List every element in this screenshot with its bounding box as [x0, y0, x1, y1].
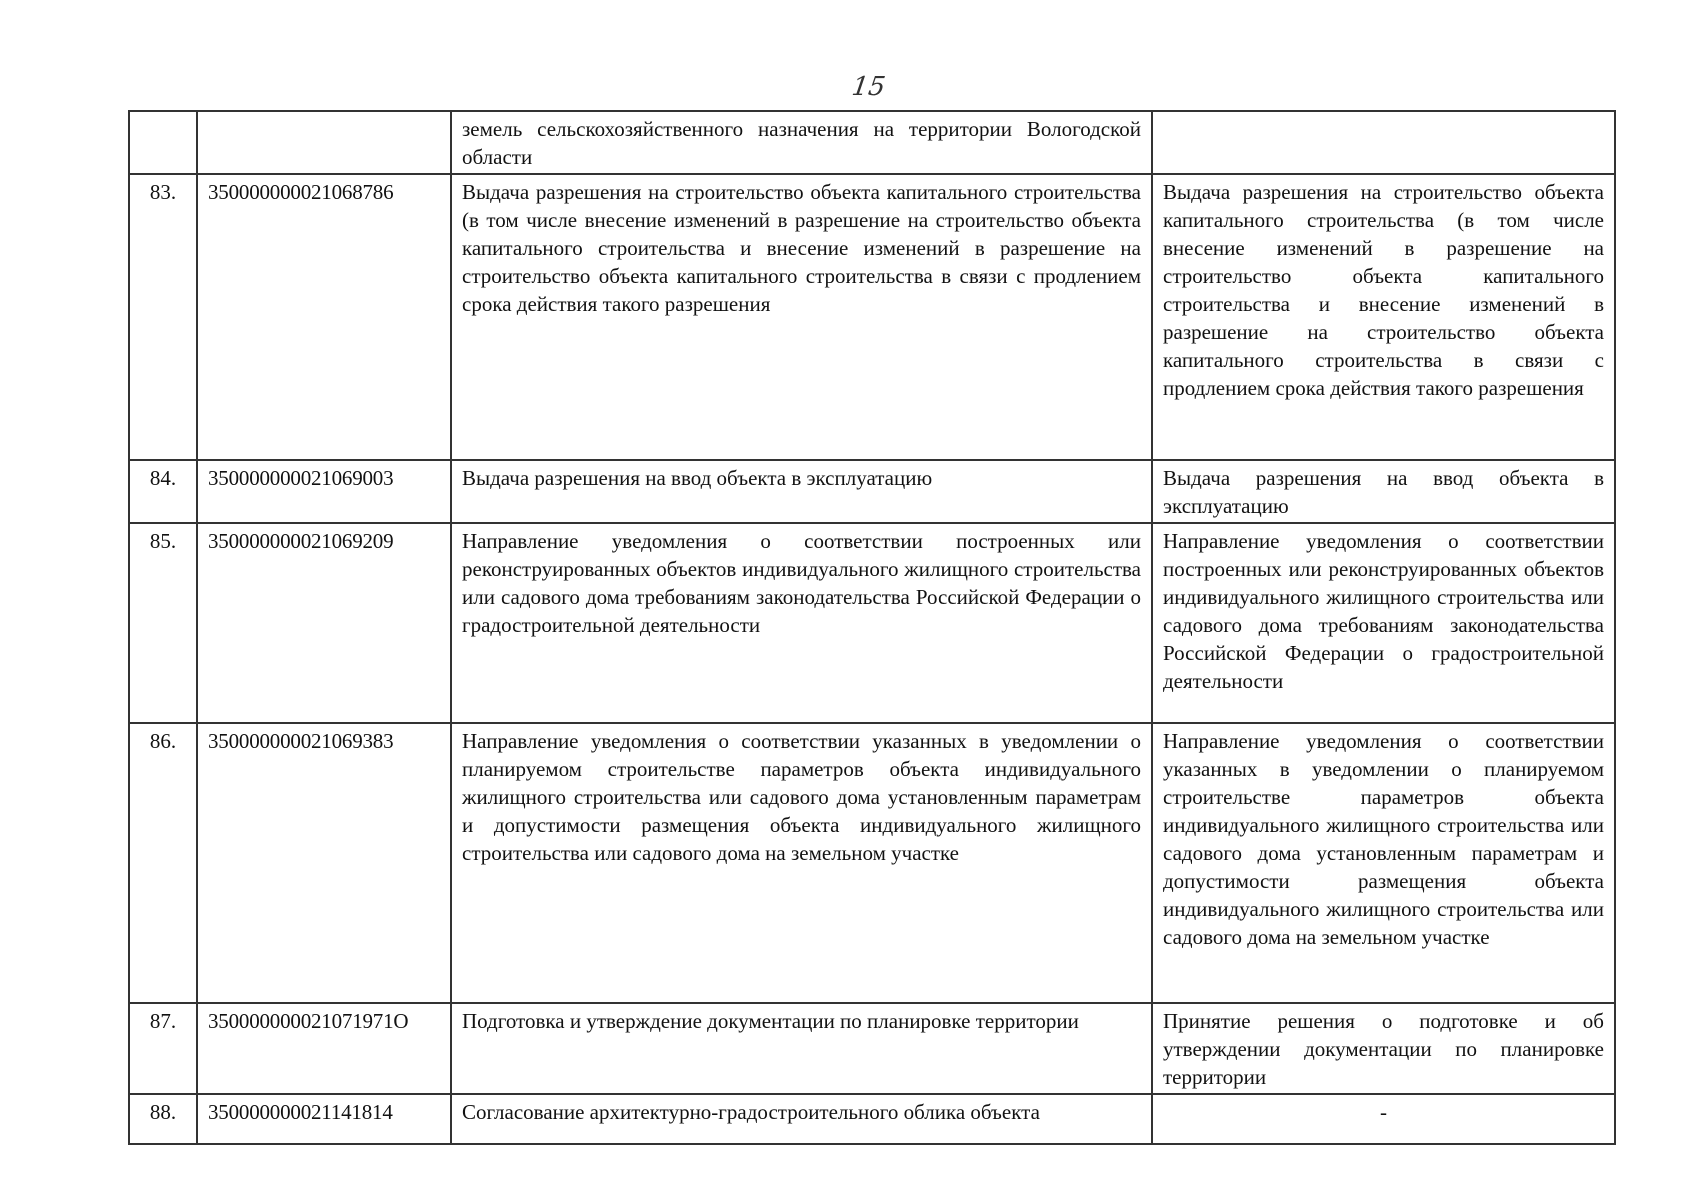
service-code: 350000000021071971O	[197, 1003, 451, 1094]
service-name: Направление уведомления о соответствии построенных или реконструированных объектов индивидуального жилищного строительства или садового дома требованиям законодательства Российской Федерации о градостроительной деятельности	[451, 523, 1152, 723]
row-number: 88.	[129, 1094, 197, 1144]
service-alt-name: Направление уведомления о соответствии указанных в уведомлении о планируемом строительстве параметров объекта индивидуального жилищного строительства или садового дома установленным параметрам и допустимости размещения объекта индивидуального жилищного строительства или садового дома на земельном участке	[1152, 723, 1615, 1003]
service-alt-name	[1152, 111, 1615, 174]
service-code: 350000000021141814	[197, 1094, 451, 1144]
service-name: Выдача разрешения на строительство объекта капитального строительства (в том числе внесение изменений в разрешение на строительство объекта капитального строительства и внесение изменений в разрешение на строительство объекта капитального строительства в связи с продлением срока действия такого разрешения	[451, 174, 1152, 460]
service-alt-name: Выдача разрешения на строительство объекта капитального строительства (в том числе внесение изменений в разрешение на строительство объекта капитального строительства и внесение изменений в разрешение на строительство объекта капитального строительства в связи с продлением срока действия такого разрешения	[1152, 174, 1615, 460]
table-row	[129, 523, 1615, 723]
services-registry-table	[128, 110, 1616, 1145]
row-number: 87.	[129, 1003, 197, 1094]
row-number	[129, 111, 197, 174]
row-number: 85.	[129, 523, 197, 723]
service-code: 350000000021069383	[197, 723, 451, 1003]
service-code: 350000000021069209	[197, 523, 451, 723]
service-name: Выдача разрешения на ввод объекта в эксплуатацию	[451, 460, 1152, 523]
service-alt-name: Принятие решения о подготовке и об утверждении документации по планировке территории	[1152, 1003, 1615, 1094]
service-code: 350000000021069003	[197, 460, 451, 523]
service-name: Направление уведомления о соответствии указанных в уведомлении о планируемом строительстве параметров объекта индивидуального жилищного строительства или садового дома установленным параметрам и допустимости размещения объекта индивидуального жилищного строительства или садового дома на земельном участке	[451, 723, 1152, 1003]
service-name: Согласование архитектурно-градостроительного облика объекта	[451, 1094, 1152, 1144]
service-code	[197, 111, 451, 174]
row-number: 83.	[129, 174, 197, 460]
service-name: земель сельскохозяйственного назначения на территории Вологодской области	[451, 111, 1152, 174]
service-code: 350000000021068786	[197, 174, 451, 460]
table-row	[129, 723, 1615, 1003]
table-row	[129, 460, 1615, 523]
table-row	[129, 1003, 1615, 1094]
table-row	[129, 174, 1615, 460]
page-number: 15	[849, 72, 888, 102]
service-alt-name: Выдача разрешения на ввод объекта в эксплуатацию	[1152, 460, 1615, 523]
table-row	[129, 111, 1615, 174]
table-row	[129, 1094, 1615, 1144]
row-number: 84.	[129, 460, 197, 523]
row-number: 86.	[129, 723, 197, 1003]
service-name: Подготовка и утверждение документации по планировке территории	[451, 1003, 1152, 1094]
service-alt-name: -	[1152, 1094, 1615, 1144]
service-alt-name: Направление уведомления о соответствии построенных или реконструированных объектов индивидуального жилищного строительства или садового дома требованиям законодательства Российской Федерации о градостроительной деятельности	[1152, 523, 1615, 723]
